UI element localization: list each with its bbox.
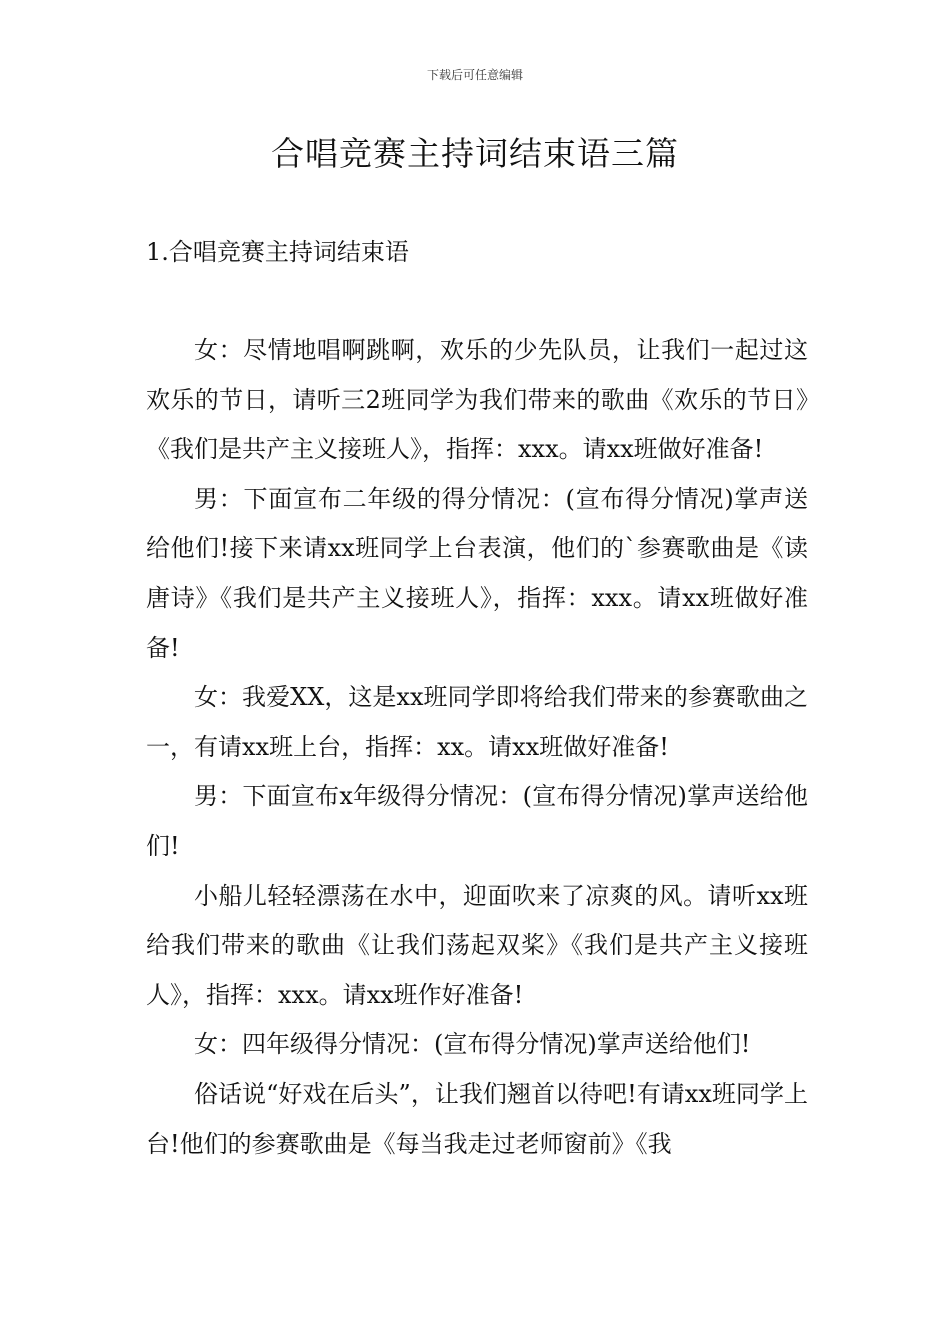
header-note: 下载后可任意编辑 <box>426 68 523 82</box>
body-text <box>146 326 808 1169</box>
section-heading: 1.合唱竞赛主持词结束语 <box>146 238 409 266</box>
paragraph: 男：下面宣布x年级得分情况：(宣布得分情况)掌声送给他们! <box>146 782 808 860</box>
paragraph: 俗话说“好戏在后头”，让我们翘首以待吧!有请xx班同学上台!他们的参赛歌曲是《每当我走过老师窗前》《我 <box>146 1079 808 1158</box>
document-title: 合唱竞赛主持词结束语三篇 <box>271 134 679 173</box>
paragraph: 女：四年级得分情况：(宣布得分情况)掌声送给他们! <box>194 1030 751 1059</box>
paragraph: 小船儿轻轻漂荡在水中，迎面吹来了凉爽的风。请听xx班给我们带来的歌曲《让我们荡起双桨》《我们是共产主义接班人》，指挥：xxx。请xx班作好准备! <box>146 881 808 1009</box>
paragraph: 男：下面宣布二年级的得分情况：(宣布得分情况)掌声送给他们!接下来请xx班同学上台表演，他们的`参赛歌曲是《读唐诗》《我们是共产主义接班人》，指挥：xxx。请xx班做好准备! <box>146 484 808 662</box>
paragraph: 女：尽情地唱啊跳啊，欢乐的少先队员，让我们一起过这欢乐的节日，请听三2班同学为我们带来的歌曲《欢乐的节日》《我们是共产主义接班人》，指挥：xxx。请xx班做好准备! <box>146 336 808 464</box>
paragraph: 女：我爱XX，这是xx班同学即将给我们带来的参赛歌曲之一，有请xx班上台，指挥：xx。请xx班做好准备! <box>146 683 808 761</box>
